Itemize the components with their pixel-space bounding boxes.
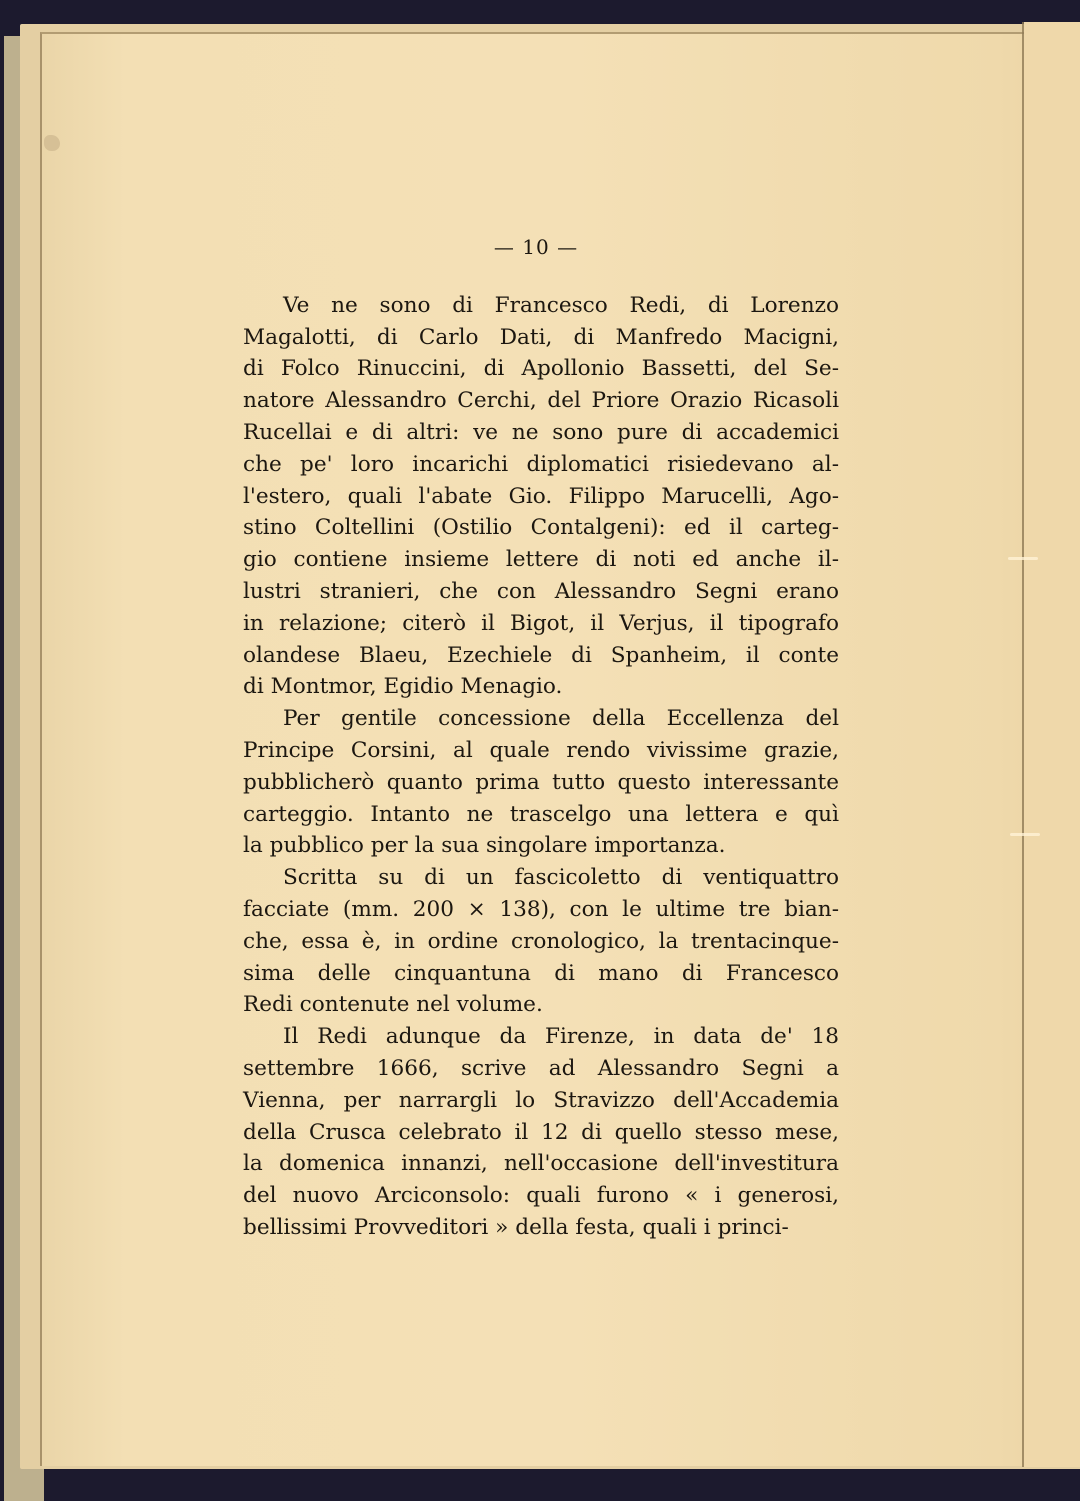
text-line: lustri stranieri, che con Alessandro Segni erano [243,578,839,604]
paragraph-correspondents [243,290,839,703]
text-line: Ve ne sono di Francesco Redi, di Lorenzo [283,292,839,318]
text-line: gio contiene insieme lettere di noti ed anche il- [243,547,839,573]
text-line: natore Alessandro Cerchi, del Priore Orazio Ricasoli [243,388,839,414]
text-line: Principe Corsini, al quale rendo vivissime grazie, [243,737,839,763]
text-line: Rucellai e di altri: ve ne sono pure di accademici [243,419,839,445]
text-line: che pe' loro incarichi diplomatici risiedevano al- [243,451,839,477]
text-line: in relazione; citerò il Bigot, il Verjus, il tipografo [243,610,839,636]
text-line: che, essa è, in ordine cronologico, la trentacinque- [243,928,839,954]
text-line: di Montmor, Egidio Menagio. [243,674,563,700]
paper-tear-mark [44,135,60,151]
text-line: sima delle cinquantuna di mano di Francesco [243,960,839,986]
text-line: bellissimi Provveditori » della festa, quali i princi- [243,1214,789,1240]
page-text-block [243,232,839,1244]
text-line: facciate (mm. 200 × 138), con le ultime tre bian- [243,896,839,922]
text-line: Redi contenute nel volume. [243,992,543,1018]
text-line: Per gentile concessione della Eccellenza del [283,706,839,732]
text-line: Magalotti, di Carlo Dati, di Manfredo Macigni, [243,324,839,350]
text-line: di Folco Rinuccini, di Apollonio Bassetti, del Se- [243,356,839,382]
binding-stitch [1010,833,1040,836]
paragraph-publication [243,703,839,862]
text-line: Scritta su di un fascicoletto di ventiquattro [283,865,839,891]
text-line: pubblicherò quanto prima tutto questo interessante [243,769,839,795]
page-number: — 10 — [493,235,579,259]
paragraph-description [243,862,839,1021]
text-line: la pubblico per la sua singolare importanza. [243,833,726,859]
text-line: l'estero, quali l'abate Gio. Filippo Marucelli, Ago- [243,483,839,509]
text-line: della Crusca celebrato il 12 di quello stesso mese, [243,1119,839,1145]
text-line: stino Coltellini (Ostilio Contalgeni): ed il carteg- [243,515,839,541]
page-fold-line [1022,22,1024,1467]
paragraph-redi-letter [243,1021,839,1244]
text-line: settembre 1666, scrive ad Alessandro Segni a [243,1055,839,1081]
binding-stitch [1008,557,1038,560]
text-line: del nuovo Arciconsolo: quali furono « i generosi, [243,1183,839,1209]
text-line: la domenica innanzi, nell'occasione dell'investitura [243,1151,839,1177]
next-page-edge [1024,22,1080,1467]
text-line: Vienna, per narrargli lo Stravizzo dell'Accademia [243,1087,839,1113]
text-line: Il Redi adunque da Firenze, in data de' 18 [283,1024,839,1050]
text-line: olandese Blaeu, Ezechiele di Spanheim, il conte [243,642,839,668]
text-line: carteggio. Intanto ne trascelgo una lettera e quì [243,801,839,827]
